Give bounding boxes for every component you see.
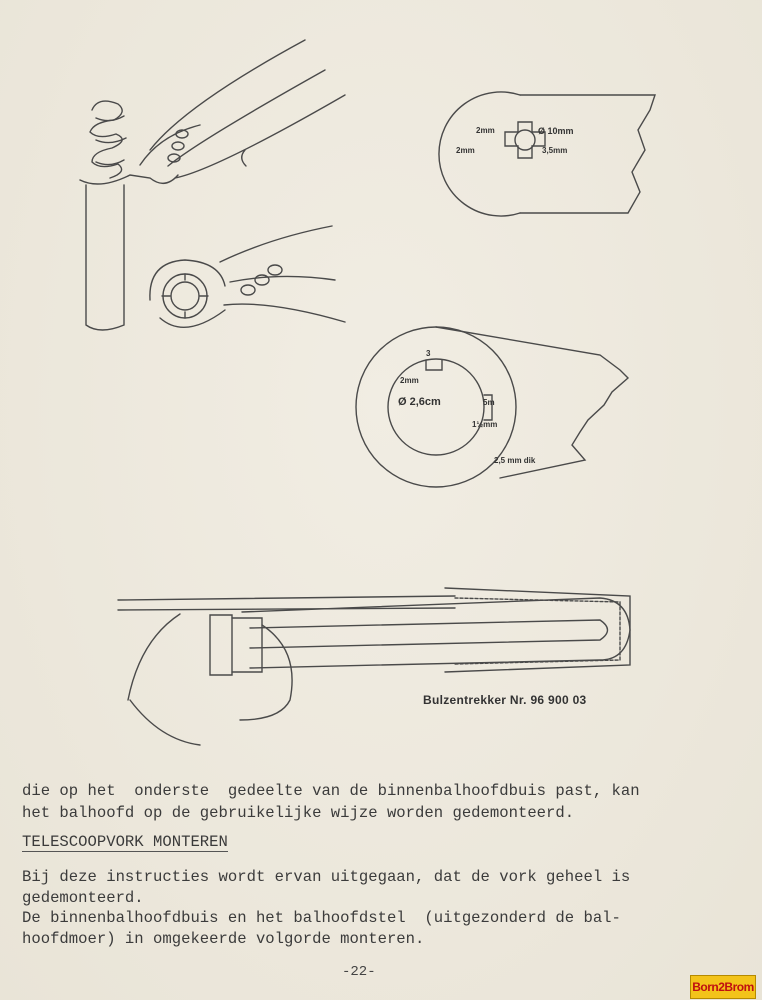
lower-washer-drawing — [356, 327, 628, 487]
upper-label-2mm-top: 2mm — [476, 126, 495, 135]
nut-pliers-drawing — [150, 226, 345, 327]
lower-label-diameter: Ø 2,6cm — [398, 396, 441, 408]
section-heading: TELESCOOPVORK MONTEREN — [22, 833, 228, 851]
upper-label-3-5mm: 3,5mm — [542, 146, 568, 155]
body-line-2: het balhoofd op de gebruikelijke wijze worden gedemonteerd. — [22, 804, 575, 822]
figure-caption: Bulzentrekker Nr. 96 900 03 — [423, 693, 587, 707]
body-line-5: De binnenbalhoofdbuis en het balhoofdstel (uitgezonderd de bal- — [22, 909, 621, 927]
body-line-1: die op het onderste gedeelte van de binnenbalhoofdbuis past, kan — [22, 782, 640, 800]
born2brom-logo: Born2Brom — [690, 975, 756, 999]
body-line-6: hoofdmoer) in omgekeerde volgorde monteren. — [22, 930, 425, 948]
lower-label-thickness: 2,5 mm dik — [494, 456, 536, 465]
bushing-puller-drawing — [118, 588, 630, 745]
body-line-4: gedemonteerd. — [22, 889, 144, 907]
upper-label-diameter: Ø 10mm — [538, 126, 574, 136]
lower-label-5m: 5m — [483, 398, 495, 407]
page-number: -22- — [342, 964, 376, 980]
spring-pliers-drawing — [80, 40, 345, 330]
upper-label-2mm-side: 2mm — [456, 146, 475, 155]
body-line-3: Bij deze instructies wordt ervan uitgegaan, dat de vork geheel is — [22, 868, 631, 886]
lower-label-3: 3 — [426, 349, 431, 358]
lower-label-1-5mm: 1½mm — [472, 420, 498, 429]
lower-label-2mm: 2mm — [400, 376, 419, 385]
